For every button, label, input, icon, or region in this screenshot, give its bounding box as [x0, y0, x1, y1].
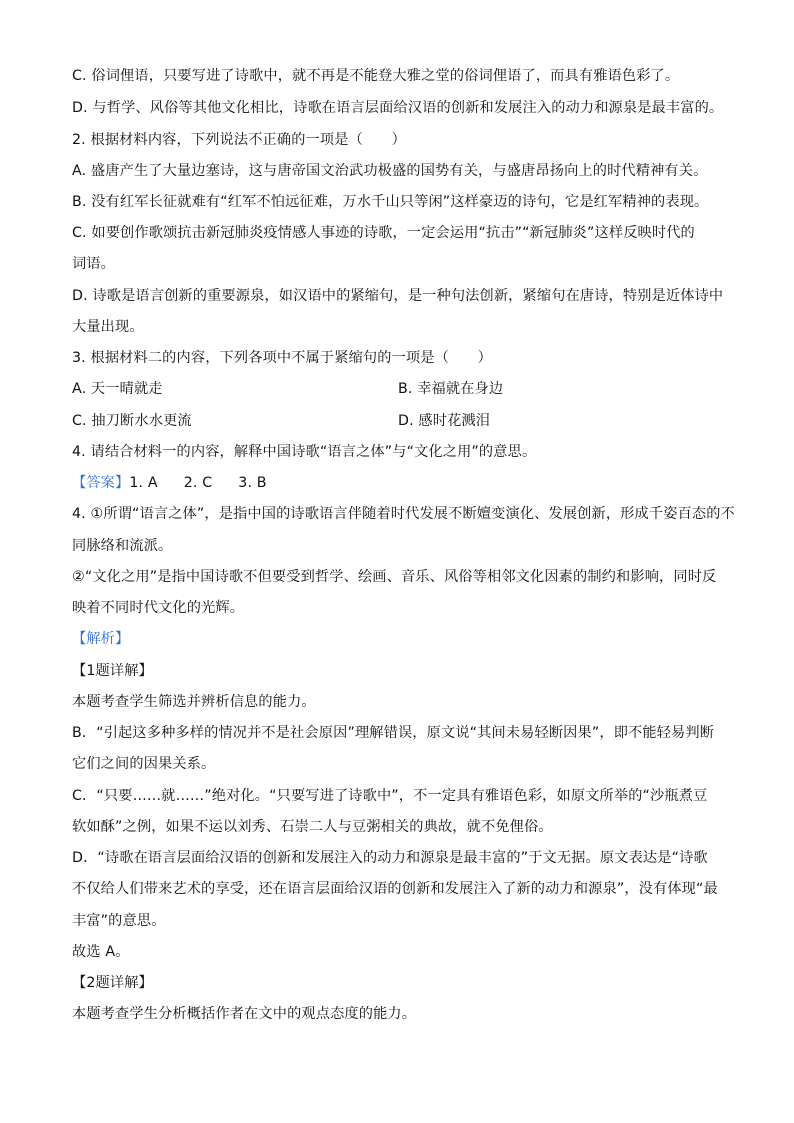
q2-option-b: B. 没有红军长征就难有“红军不怕远征难，万水千山只等闲”这样豪迈的诗句，它是红军精神的表现。 — [72, 194, 709, 210]
q3-option-a: A. 天一晴就走 — [72, 381, 163, 397]
q4-stem: 4. 请结合材料一的内容，解释中国诗歌“语言之体”与“文化之用”的意思。 — [72, 444, 537, 460]
q3-stem: 3. 根据材料二的内容，下列各项中不属于紧缩句的一项是（ ） — [72, 350, 492, 366]
answer-4-line1: 4. ①所谓“语言之体”，是指中国的诗歌语言伴随着时代发展不断嬗变演化、发展创新，形成千姿百态的不 — [72, 506, 735, 522]
answer-2: 2. C — [183, 475, 213, 491]
q1-option-c: C. 俗词俚语，只要写进了诗歌中，就不再是不能登大雅之堂的俗词俚语了，而具有雅语色彩了。 — [72, 68, 680, 84]
q2-option-c-line2: 词语。 — [72, 256, 116, 272]
answer-tag: 【答案】 — [72, 475, 130, 491]
detail-1-b-line2: 它们之间的因果关系。 — [72, 756, 216, 772]
q3-option-d: D. 感时花溅泪 — [398, 413, 491, 429]
detail-1-c-line2: 软如酥”之例，如果不运以刘秀、石崇二人与豆粥相关的典故，就不免俚俗。 — [72, 819, 553, 835]
answer-1: 1. A — [129, 475, 158, 491]
detail-2-title: 【2题详解】 — [72, 975, 153, 991]
q2-option-d-line1: D. 诗歌是语言创新的重要源泉，如汉语中的紧缩句，是一种句法创新，紧缩句在唐诗，特别是近体诗中 — [72, 288, 724, 304]
q2-option-d-line2: 大量出现。 — [72, 319, 144, 335]
detail-1-intro: 本题考查学生筛选并辨析信息的能力。 — [72, 694, 316, 710]
detail-1-d-line1: D．“诗歌在语言层面给汉语的创新和发展注入的动力和源泉是最丰富的”于文无据。原文表达是“诗歌 — [72, 850, 708, 866]
detail-1-c-line1: C．“只要……就……”绝对化。“只要写进了诗歌中”，不一定具有雅语色彩，如原文所举的“沙瓶煮豆 — [72, 788, 708, 804]
analysis-tag: 【解析】 — [72, 631, 130, 647]
detail-2-intro: 本题考查学生分析概括作者在文中的观点态度的能力。 — [72, 1006, 417, 1022]
detail-1-choice: 故选 A。 — [72, 944, 130, 960]
detail-1-d-line2: 不仅给人们带来艺术的享受，还在语言层面给汉语的创新和发展注入了新的动力和源泉”，没有体现“最 — [72, 881, 718, 897]
answer-row — [72, 473, 724, 493]
answer-3: 3. B — [238, 475, 267, 491]
q3-option-b: B. 幸福就在身边 — [398, 381, 504, 397]
q2-stem: 2. 根据材料内容，下列说法不正确的一项是（ ） — [72, 132, 406, 148]
detail-1-d-line3: 丰富”的意思。 — [72, 913, 166, 929]
detail-1-b-line1: B．“引起这多种多样的情况并不是社会原因”理解错误，原文说“其间未易轻断因果”，即不能轻易判断 — [72, 725, 715, 741]
q1-option-d: D. 与哲学、风俗等其他文化相比，诗歌在语言层面给汉语的创新和发展注入的动力和源泉是最丰富的。 — [72, 100, 724, 116]
detail-1-title: 【1题详解】 — [72, 663, 153, 679]
answer-4-line2: 同脉络和流派。 — [72, 538, 173, 554]
answer-4-line4: 映着不同时代文化的光辉。 — [72, 600, 245, 616]
answer-4-line3: ②“文化之用”是指中国诗歌不但要受到哲学、绘画、音乐、风俗等相邻文化因素的制约和影响，同时反 — [72, 569, 717, 585]
q3-option-c: C. 抽刀断水水更流 — [72, 413, 192, 429]
q2-option-a: A. 盛唐产生了大量边塞诗，这与唐帝国文治武功极盛的国势有关，与盛唐昂扬向上的时代精神有关。 — [72, 163, 708, 179]
q2-option-c-line1: C. 如要创作歌颂抗击新冠肺炎疫情感人事迹的诗歌，一定会运用“抗击”“新冠肺炎”这样反映时代的 — [72, 225, 695, 241]
